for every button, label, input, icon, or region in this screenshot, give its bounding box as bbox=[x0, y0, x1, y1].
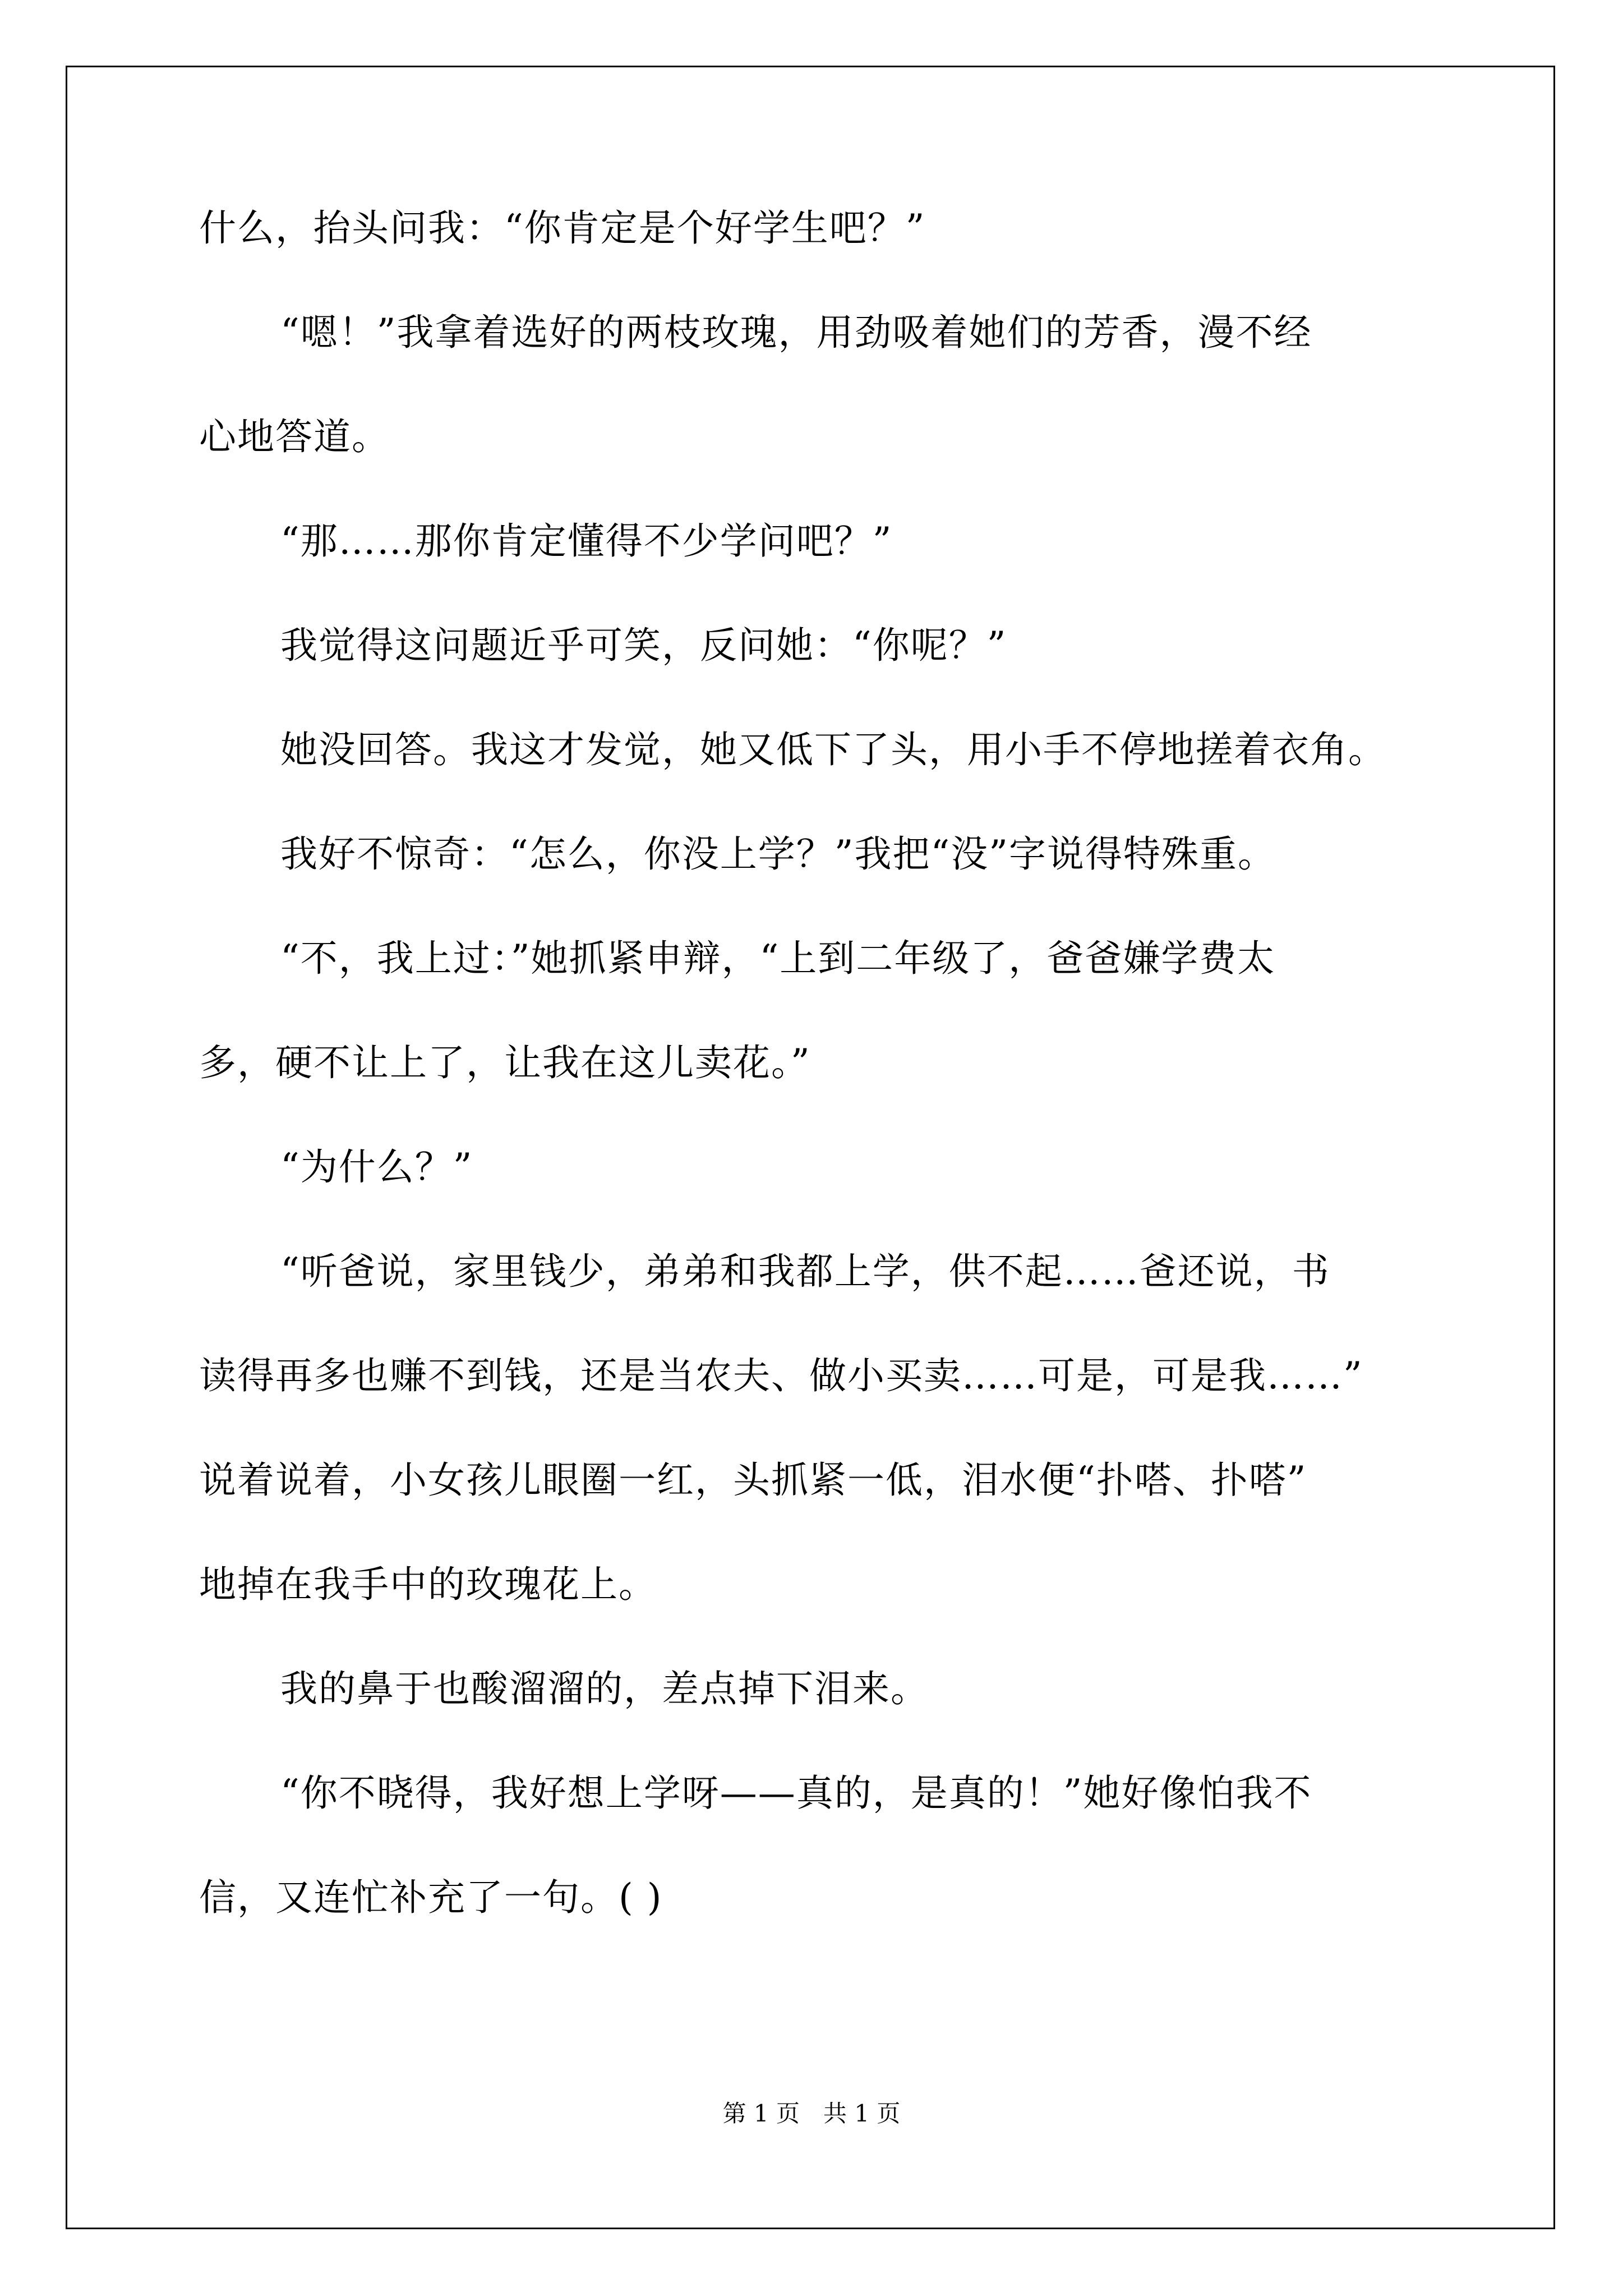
text-line: 信，又连忙补充了一句。( ) bbox=[199, 1876, 663, 1919]
text-line: 心地答道。 bbox=[199, 415, 390, 458]
text-line: 多，硬不让上了，让我在这儿卖花。” bbox=[199, 1041, 811, 1084]
text-line: “你不晓得，我好想上学呀——真的，是真的！”她好像怕我不 bbox=[280, 1772, 1312, 1815]
text-line: “不，我上过：”她抓紧申辩，“上到二年级了，爸爸嫌学费太 bbox=[280, 937, 1276, 980]
text-line: “听爸说，家里钱少，弟弟和我都上学，供不起……爸还说，书 bbox=[280, 1250, 1330, 1293]
page-footer: 第 1 页 共 1 页 bbox=[722, 2100, 901, 2127]
text-line: 我觉得这问题近乎可笑，反问她：“你呢？” bbox=[280, 624, 1007, 667]
text-line: 读得再多也赚不到钱，还是当农夫、做小买卖……可是，可是我……” bbox=[199, 1354, 1363, 1397]
text-line: 什么，抬头问我：“你肯定是个好学生吧？” bbox=[199, 206, 926, 250]
text-line: 说着说着，小女孩儿眼圈一红，头抓紧一低，泪水便“扑嗒、扑嗒” bbox=[199, 1458, 1307, 1502]
text-line: 地掉在我手中的玫瑰花上。 bbox=[199, 1563, 657, 1606]
text-line: “嗯！”我拿着选好的两枝玫瑰，用劲吸着她们的芳香，漫不经 bbox=[280, 311, 1312, 354]
text-line: 我好不惊奇：“怎么，你没上学？”我把“没”字说得特殊重。 bbox=[280, 832, 1276, 876]
text-line: 我的鼻于也酸溜溜的，差点掉下泪来。 bbox=[280, 1667, 929, 1710]
text-line: 她没回答。我这才发觉，她又低下了头，用小手不停地搓着衣角。 bbox=[280, 728, 1386, 771]
text-line: “为什么？” bbox=[280, 1145, 473, 1189]
text-line: “那……那你肯定懂得不少学问吧？” bbox=[280, 519, 893, 563]
